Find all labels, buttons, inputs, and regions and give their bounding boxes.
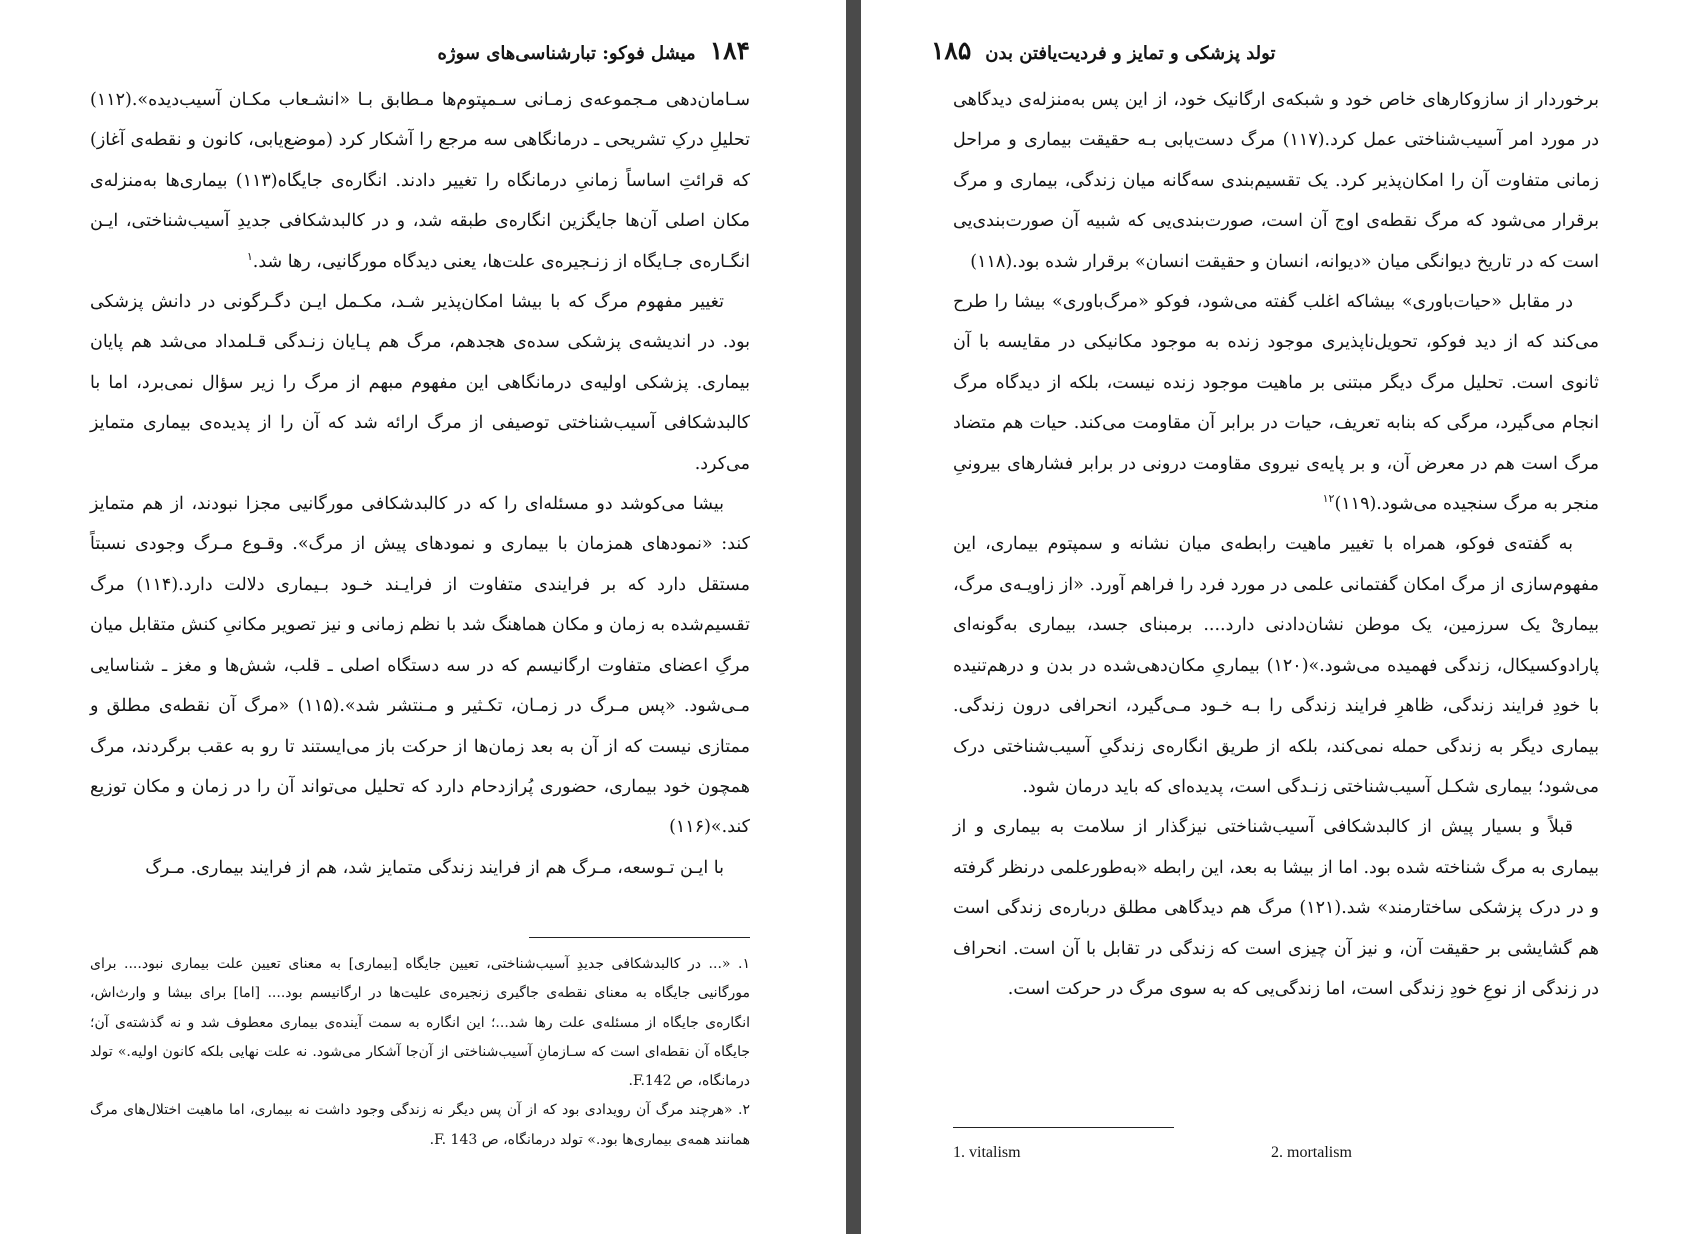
- left-footnote-2: ۲. «هرچند مرگ آن رویدادی بود که از آن پس دیگر نه زندگی وجود داشت نه بیماری، اما ماهیت اختلال‌های مرگ همانند همه‌ی بیماری‌ها بود.» تولد درمانگاه، ص F. 143.: [90, 1102, 750, 1148]
- right-footnote-2: 2. mortalism: [1271, 1144, 1352, 1161]
- left-footnote-rule: [529, 937, 750, 938]
- note-ref: ۲: [1328, 492, 1335, 506]
- right-paragraph-4: قبلاً و بسیار پیش از کالبدشکافی آسیب‌شناختی نیزگذار از سلامت به بیماری و از بیماری به مرگ شناخته شده بود. اما از بیشا به بعد، این رابطه «به‌طورعلمی درنظر گرفته و در درک پزشکی ساختارمند» شد.(۱۲۱) مرگ هم دیدگاهی مطلق درباره‌ی زندگی است هم گشایشی بر حقیقت آن، و نیز آن چیزی است که زندگی در تقابل با آن است. انحراف در زندگی از نوعِ خودِ زندگی است، اما زندگی‌یی که به سوی مرگ در حرکت است.: [953, 817, 1599, 999]
- note-ref: ۱: [246, 249, 253, 263]
- right-footnote-1: 1. vitalism: [953, 1144, 1021, 1161]
- left-body-text: [90, 80, 750, 888]
- book-gutter: [846, 0, 861, 1234]
- right-body-text: [953, 80, 1599, 1009]
- right-running-head: [931, 36, 1275, 65]
- right-page-number: ۱۸۵: [931, 36, 972, 65]
- right-paragraph-3: به گفته‌ی فوکو، همراه با تغییر ماهیت رابطه‌ی میان نشانه و سمپتوم بیماری، این مفهوم‌سازی از مرگ امکان گفتمانی علمی در مورد فرد را فراهم آورد. «از زاویـه‌ی مرگ، بیماریْ یک سرزمین، یک موطن نشان‌دادنی دارد.... برمبنای جسد، بیماری به‌گونه‌ای پارادوکسیکال، زندگی فهمیده می‌شود.»(۱۲۰) بیماریِ مکان‌دهی‌شده در بدن و درهم‌تنیده با خودِ فرایند زندگی، ظاهرِ فرایند زندگی را بـه خـود مـی‌گیرد، انحرافی درون زندگی. بیماری دیگر به زندگی حمله نمی‌کند، بلکه از طریق انگاره‌ی زندگیِ آسیب‌شناختی درک می‌شود؛ بیماری شکـل آسیب‌شناختی زنـدگی است، پدیده‌ای که باید درمان شود.: [953, 534, 1599, 797]
- left-paragraph-2: تغییر مفهوم مرگ که با بیشا امکان‌پذیر شـد، مکـمل ایـن دگـرگونی در دانش پزشکی بود. در اندیشه‌ی پزشکی سده‌ی هجدهم، مرگ هم پـایان زنـدگی قـلمداد می‌شد هم پایان بیماری. پزشکی اولیه‌ی درمانگاهی این مفهوم مبهم از مرگ را زیر سؤال نمی‌برد، اما با کالبدشکافی آسیب‌شناختی توصیفی از مرگ ارائه شد که آن را از پدیده‌ی بیماری متمایز می‌کرد.: [90, 292, 750, 474]
- left-page: [0, 0, 846, 1234]
- left-running-head: [437, 36, 750, 65]
- left-footnotes: [90, 950, 750, 1155]
- left-footnote-1: ۱. «... در کالبدشکافی جدیدِ آسیب‌شناختی، تعیین جایگاه [بیماری] به معنای تعیین علت بیماری نبود.... برای مورگانیی جایگاه به معنای نقطه‌ی جاگیری زنجیره‌ی علیت‌ها در ارگانیسم بود.... [اما] برای بیشا و وارث‌اش، انگاره‌ی جایگاه از مسئله‌ی علت رها شد...؛ این انگاره به سمت آینده‌ی بیماری معطوف شد و نه گذشته‌ی آن؛ جایگاه آن نقطه‌ای است که سـازمانِ آسیب‌شناختی از آن‌جا آشکار می‌شود. نه علت نهایی بلکه کانون اولیه.» تولد درمانگاه، ص F.142.: [90, 956, 750, 1090]
- note-ref: ۱: [1322, 492, 1329, 506]
- right-paragraph-2: در مقابل «حیات‌باوری» بیشاکه اغلب گفته می‌شود، فوکو «مرگ‌باوری» بیشا را طرح می‌کند که از دید فوکو، تحویل‌ناپذیری موجود زنده به موجود مکانیکی در مقایسه با آن ثانوی است. تحلیل مرگ دیگر مبتنی بر ماهیت موجود زنده نیست، بلکه از دیدگاه مرگ انجام می‌گیرد، مرگی که بنابه تعریف، حیات در برابر آن مقاومت می‌کند. حیات هم متضاد مرگ است هم در معرض آن، و بر پایه‌ی نیروی مقاومت درونی در برابر فشارهای بیرونیِ منجر به مرگ سنجیده می‌شود.(۱۱۹)$^{۱۲}$: [953, 292, 1599, 515]
- right-footnote-rule: [953, 1127, 1174, 1128]
- left-paragraph-4: با ایـن تـوسعه، مـرگ هم از فرایند زندگی متمایز شد، هم از فرایند بیماری. مـرگ: [145, 857, 724, 878]
- left-paragraph-3: بیشا می‌کوشد دو مسئله‌ای را که در کالبدشکافی مورگانیی مجزا نبودند، از هم متمایز کند: «نمودهای همزمان با بیماری و نمودهای پیش از مرگ». وقـوع مـرگ وجودی نسبتاً مستقل دارد که بر فرایندی متفاوت از فرایـند خـود بـیماری دلالت دارد.(۱۱۴) مرگ تقسیم‌شده به زمان و مکان هماهنگ شد با نظم زمانی و نیز تصویر مکانیِ کنش متقابل میان مرگِ اعضای متفاوت ارگانیسم که در سه دستگاه اصلی ـ قلب، شش‌ها و مغز ـ شناسایی مـی‌شود. «پس مـرگ در زمـان، تکـثیر و مـنتشر شد».(۱۱۵) «مرگ آن نقطه‌ی مطلق و ممتازی نیست که از آن به بعد زمان‌ها از حرکت باز می‌ایستند تا رو به عقب برگردند، مرگ همچون خود بیماری، حضوری پُرازدحام دارد که تحلیل می‌تواند آن را در زمان و مکان توزیع کند.»(۱۱۶): [90, 494, 750, 838]
- right-page: [861, 0, 1699, 1234]
- right-paragraph-1: برخوردار از سازوکارهای خاص خود و شبکه‌ی ارگانیک خود، از این پس به‌منزله‌ی دیدگاهی در مورد امر آسیب‌شناختی عمل کرد.(۱۱۷) مرگ دست‌یابی بـه حقیقت بیماری و مراحل زمانی متفاوت آن را امکان‌پذیر کرد. یک تقسیم‌بندی سه‌گانه میان زندگی، بیماری و مرگ برقرار می‌شود که مرگ نقطه‌ی اوج آن است، صورت‌بندی‌یی که شبیه آن صورت‌بندی‌یی است که در تاریخ دیوانگی میان «دیوانه، انسان و حقیقت انسان» برقرار شده بود.(۱۱۸): [953, 90, 1599, 272]
- right-running-title: تولد پزشکی و تمایز و فردیت‌یافتن بدن: [985, 43, 1276, 64]
- left-page-number: ۱۸۴: [709, 36, 750, 65]
- left-running-title: میشل فوکو: تبارشناسی‌های سوژه: [437, 43, 696, 64]
- left-paragraph-1: سـامان‌دهی مـجموعه‌ی زمـانی سـمپتوم‌ها مـطابق بـا «انشـعاب مکـان آسیب‌دیده».(۱۱۲) تحلیلِ درکِ تشریحی ـ درمانگاهی سه مرجع را آشکار کرد (موضع‌یابی، کانون و نقطه‌ی آغاز) که قرائتِ اساساً زمانیِ درمانگاه را تغییر دادند. انگاره‌ی جایگاه(۱۱۳) بیماری‌ها به‌منزله‌ی مکان اصلی آن‌ها جایگزین انگاره‌ی طبقه شد، و در کالبدشکافی جدیدِ آسیب‌شناختی، ایـن انگـاره‌ی جـایگاه از زنـجیره‌ی علت‌ها، یعنی دیدگاه مورگانیی، رها شد.$^۱$: [90, 90, 750, 272]
